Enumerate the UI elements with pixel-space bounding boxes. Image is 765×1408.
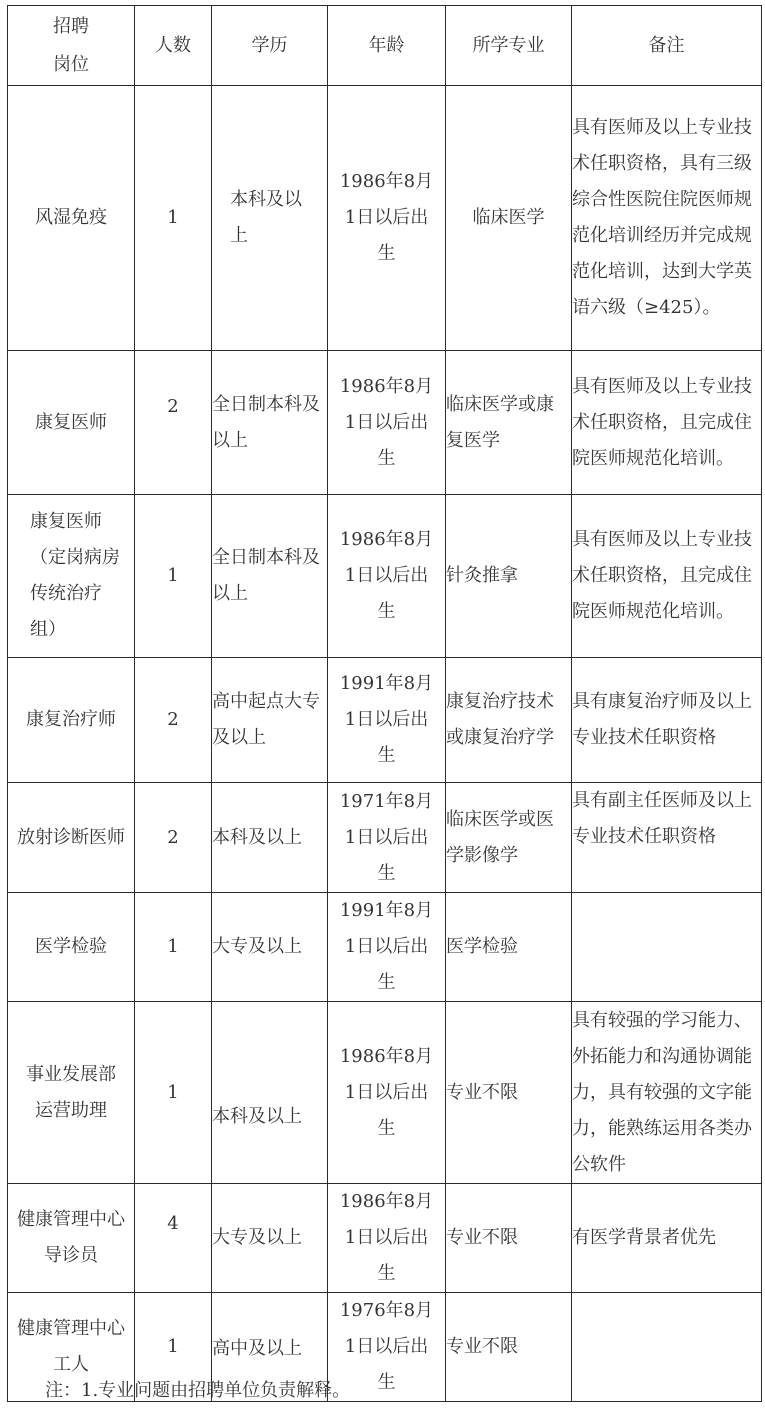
cell-post: 事业发展部运营助理 — [8, 1002, 135, 1184]
cell-major: 针灸推拿 — [446, 495, 572, 658]
cell-age: 1986年8月1日以后出生 — [328, 1184, 446, 1293]
cell-age: 1986年8月1日以后出生 — [328, 1002, 446, 1184]
cell-note: 具有医师及以上专业技术任职资格，具有三级综合性医院住院医师规范化培训经历并完成规范化培训，达到大学英语六级（≥425）。 — [572, 86, 762, 351]
footnote: 注：1.专业问题由招聘单位负责解释。 — [45, 1380, 351, 1401]
cell-age: 1986年8月1日以后出生 — [328, 86, 446, 351]
cell-count: 1 — [135, 86, 212, 351]
cell-age: 1986年8月1日以后出生 — [328, 495, 446, 658]
table-row — [8, 783, 762, 893]
cell-post: 健康管理中心导诊员 — [8, 1184, 135, 1293]
cell-note — [572, 893, 762, 1002]
header-row — [8, 6, 762, 86]
cell-education: 本科及以上 — [212, 783, 328, 893]
cell-age: 1986年8月1日以后出生 — [328, 351, 446, 495]
cell-education: 本科及以上 — [212, 1002, 328, 1184]
cell-education: 高中起点大专及以上 — [212, 658, 328, 783]
table-row — [8, 893, 762, 1002]
cell-count: 1 — [135, 495, 212, 658]
cell-note: 具有医师及以上专业技术任职资格，且完成住院医师规范化培训。 — [572, 351, 762, 495]
header-note: 备注 — [572, 6, 762, 86]
cell-major: 临床医学或医学影像学 — [446, 783, 572, 893]
cell-major: 临床医学或康复医学 — [446, 351, 572, 495]
cell-note: 具有副主任医师及以上专业技术任职资格 — [572, 783, 762, 893]
cell-count: 2 — [135, 783, 212, 893]
cell-post: 健康管理中心工人 — [8, 1293, 135, 1402]
table-row — [8, 1002, 762, 1184]
header-education: 学历 — [212, 6, 328, 86]
cell-count: 2 — [135, 658, 212, 783]
table-row — [8, 86, 762, 351]
cell-note: 具有较强的学习能力、外拓能力和沟通协调能力，具有较强的文字能力，能熟练运用各类办公软件 — [572, 1002, 762, 1184]
cell-major: 临床医学 — [446, 86, 572, 351]
cell-post: 康复治疗师 — [8, 658, 135, 783]
cell-major: 医学检验 — [446, 893, 572, 1002]
cell-post: 风湿免疫 — [8, 86, 135, 351]
cell-education: 本科及以上 — [212, 86, 328, 351]
cell-post: 康复医师（定岗病房传统治疗组） — [8, 495, 135, 658]
cell-count: 1 — [135, 1002, 212, 1184]
header-age: 年龄 — [328, 6, 446, 86]
cell-note: 有医学背景者优先 — [572, 1184, 762, 1293]
cell-major: 专业不限 — [446, 1293, 572, 1402]
header-post: 招聘 岗位 — [8, 6, 135, 86]
cell-post: 医学检验 — [8, 893, 135, 1002]
cell-note: 具有康复治疗师及以上专业技术任职资格 — [572, 658, 762, 783]
header-count: 人数 — [135, 6, 212, 86]
cell-age: 1976年8月1日以后出生 — [328, 1293, 446, 1402]
cell-post: 放射诊断医师 — [8, 783, 135, 893]
cell-count: 1 — [135, 1293, 212, 1402]
cell-major: 康复治疗技术或康复治疗学 — [446, 658, 572, 783]
cell-age: 1971年8月1日以后出生 — [328, 783, 446, 893]
header-major: 所学专业 — [446, 6, 572, 86]
table-row — [8, 1184, 762, 1293]
table-row — [8, 495, 762, 658]
cell-note — [572, 1293, 762, 1402]
cell-count: 1 — [135, 893, 212, 1002]
recruitment-table — [7, 5, 762, 1402]
cell-post: 康复医师 — [8, 351, 135, 495]
cell-education: 大专及以上 — [212, 1184, 328, 1293]
cell-major: 专业不限 — [446, 1002, 572, 1184]
cell-education: 全日制本科及以上 — [212, 495, 328, 658]
cell-major: 专业不限 — [446, 1184, 572, 1293]
cell-count: 4 — [135, 1184, 212, 1293]
cell-age: 1991年8月1日以后出生 — [328, 658, 446, 783]
cell-count: 2 — [135, 351, 212, 495]
table-row — [8, 351, 762, 495]
table-row — [8, 658, 762, 783]
cell-education: 高中及以上 — [212, 1293, 328, 1402]
cell-age: 1991年8月1日以后出生 — [328, 893, 446, 1002]
cell-education: 全日制本科及以上 — [212, 351, 328, 495]
cell-note: 具有医师及以上专业技术任职资格，且完成住院医师规范化培训。 — [572, 495, 762, 658]
cell-education: 大专及以上 — [212, 893, 328, 1002]
